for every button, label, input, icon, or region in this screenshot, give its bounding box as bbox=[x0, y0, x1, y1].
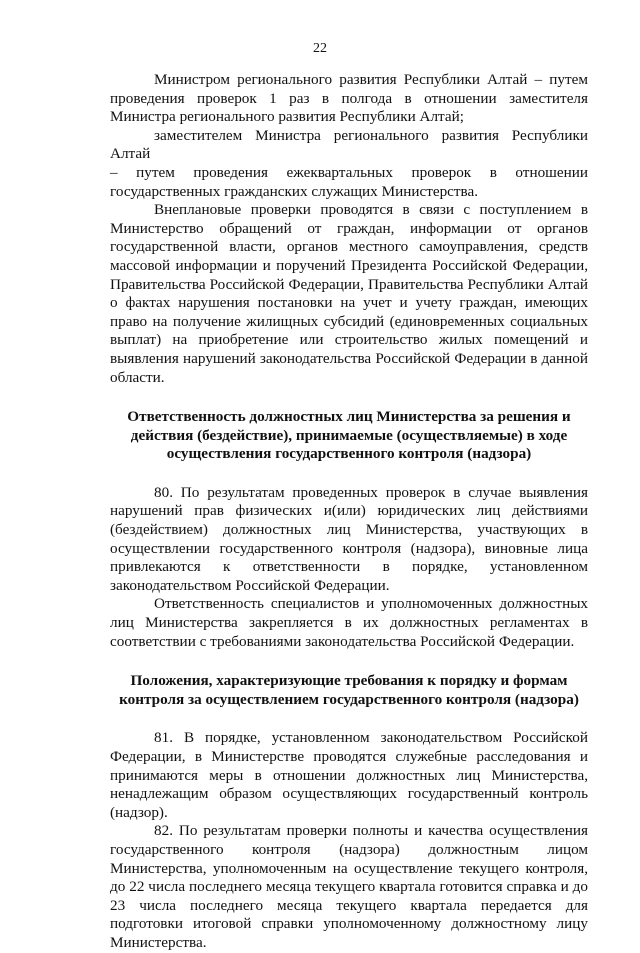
section-heading-responsibility: Ответственность должностных лиц Министерства за решения и действия (бездействие), принимаемые (осуществляемые) в ходе осуществления государственного контроля (надзора) bbox=[127, 408, 571, 463]
document-body bbox=[110, 71, 588, 953]
page-number: 22 bbox=[313, 41, 327, 56]
paragraph-80-responsibility: Ответственность специалистов и уполномоченных должностных лиц Министерства закрепляется в их должностных регламентах в соответствии с требованиями законодательства Российской Федерации. bbox=[110, 595, 588, 650]
paragraph-81: 81. В порядке, установленном законодательством Российской Федерации, в Министерстве проводятся служебные расследования и принимаются меры в отношении должностных лиц Министерства, ненадлежащим образом осуществляющих государственный контроль (надзор). bbox=[110, 729, 588, 821]
section-heading-control-requirements: Положения, характеризующие требования к порядку и формам контроля за осуществлением государственного контроля (надзора) bbox=[119, 672, 579, 708]
paragraph-deputy-minister: заместителем Министра регионального развития Республики Алтай bbox=[110, 126, 588, 163]
paragraph-80: 80. По результатам проведенных проверок в случае выявления нарушений прав физических и(или) юридических лиц действиями (бездействием) должностных лиц Министерства, участвующих в осуществлении государственного контроля (надзора), виновные лица привлекаются к ответственности в порядке, установленном законодательством Российской Федерации. bbox=[110, 483, 588, 594]
paragraph-deputy-minister-continued: – путем проведения ежеквартальных проверок в отношении государственных гражданских служащих Министерства. bbox=[110, 163, 588, 200]
paragraph-minister: Министром регионального развития Республики Алтай – путем проведения проверок 1 раз в полгода в отношении заместителя Министра регионального развития Республики Алтай; bbox=[110, 71, 588, 126]
paragraph-82: 82. По результатам проверки полноты и качества осуществления государственного контроля (надзора) должностным лицом Министерства, уполномоченным на осуществление текущего контроля, до 22 числа последнего месяца текущего квартала готовится справка и до 23 числа последнего месяца текущего квартала передается для подготовки итоговой справки уполномоченному должностному лицу Министерства. bbox=[110, 822, 588, 951]
paragraph-unscheduled-inspections: Внеплановые проверки проводятся в связи с поступлением в Министерство обращений от граждан, информации от органов государственной власти, органов местного самоуправления, средств массовой информации и поручений Президента Российской Федерации, Правительства Российской Федерации, Правительства Республики Алтай о фактах нарушения постановки на учет и учету граждан, имеющих право на получение жилищных субсидий (единовременных социальных выплат) на приобретение или строительство жилых помещений и выявления нарушений законодательства Российской Федерации в данной области. bbox=[110, 201, 588, 386]
